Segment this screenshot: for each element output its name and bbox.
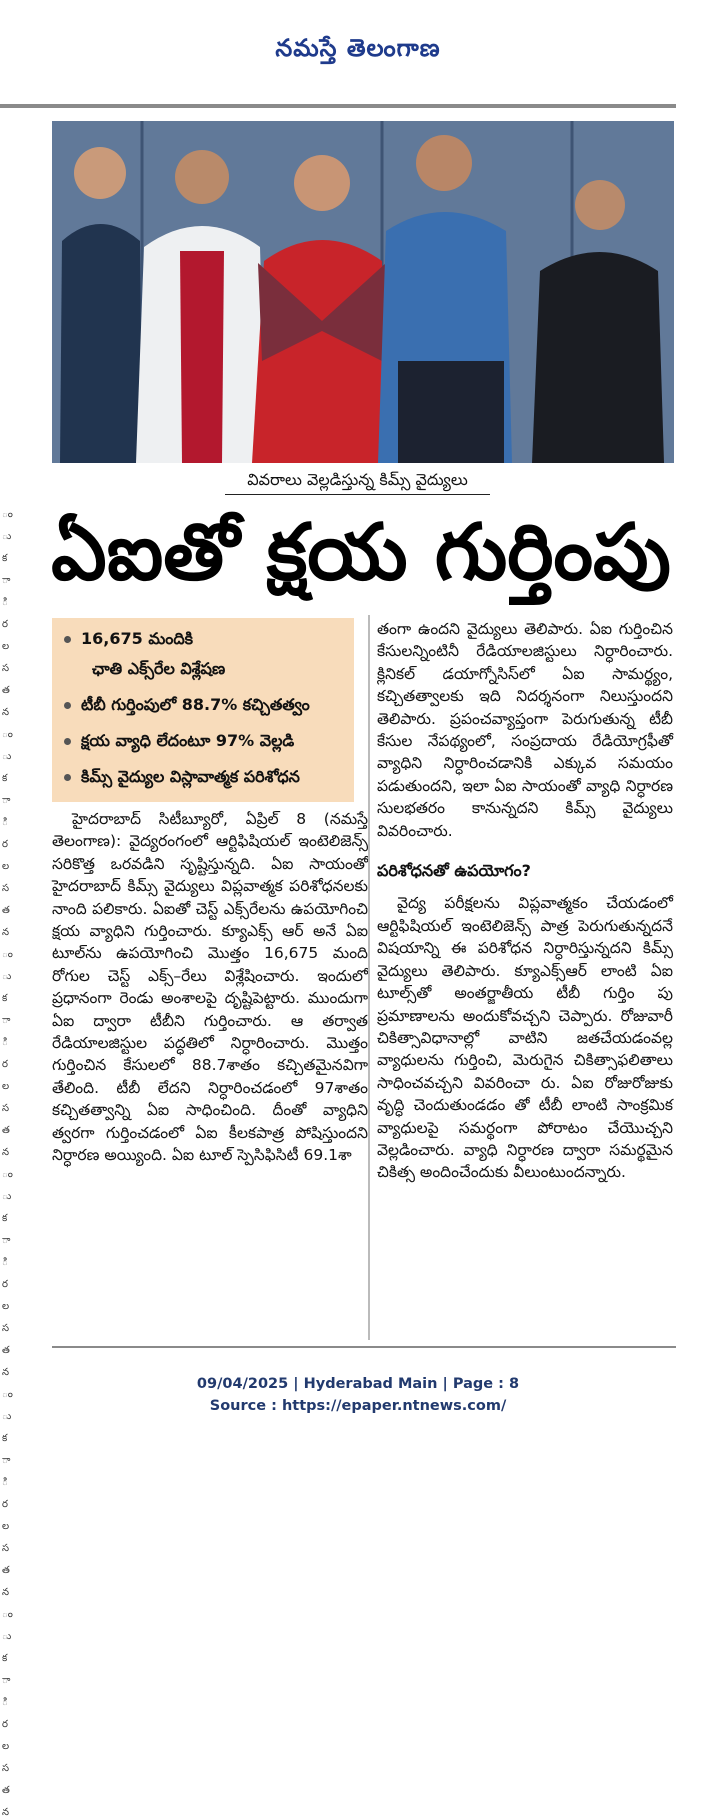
body-text: హైదరాబాద్ సిటీబ్యూరో, ఏప్రిల్ 8 (నమస్తే తెలంగాణ): వైద్యరంగంలో ఆర్టిఫిషియల్ ఇంటెలిజెన్స్ సరికొత్త ఒరవడిని సృష్టిస్తున్నది. ఏఐ సాయంతో హైదరాబాద్ కిమ్స్ వైద్యులు విప్లవాత్మక పరిశోధనలకు నాంది పలికారు. ఏఐతో చెస్ట్ ఎక్స్‌రేలను ఉపయోగించి క్షయ వ్యాధిని గుర్తించారు. క్యూఎక్స్ ఆర్ అనే ఏఐ టూల్‌ను ఉపయోగించి మొత్తం 16,675 మంది రోగుల చెస్ట్ ఎక్స్–రేలు విశ్లేషించారు. ఇందులో ప్రధానంగా రెండు అంశాలపై దృష్టిపెట్టారు. ముందుగా ఏఐ ద్వారా టీబీని గుర్తించారు. ఆ తర్వాత రేడియాలజిస్టుల పద్ధతిలో నిర్ధారించారు. మొత్తం గుర్తించిన కేసులలో 88.7శాతం కచ్చితమైనవిగా తేలింది. టీబీ లేదని నిర్ధారించడంలో 97శాతం కచ్చితత్వాన్ని ఏఐ సాధించింది. దీంతో వ్యాధిని త్వరగా గుర్తించడంలో ఏఐ కీలకపాత్ర పోషిస్తుందని నిర్ధారణ అయ్యింది. ఏఐ టూల్ స్పెసిఫిసిటీ 69.1శా — [52, 810, 368, 1165]
highlight-item: టీబీ గుర్తింపులో 88.7% కచ్చితత్వం — [64, 694, 348, 716]
fragment-glyph: ర — [2, 1279, 8, 1290]
fragment-glyph: ా — [2, 1015, 11, 1026]
fragment-glyph: న — [2, 1147, 10, 1158]
fragment-glyph: త — [2, 1345, 10, 1356]
fragment-glyph: ర — [2, 839, 8, 850]
fragment-glyph: క — [2, 773, 8, 784]
fragment-glyph: ు — [2, 1191, 12, 1202]
fragment-glyph: ర — [2, 1719, 8, 1730]
fragment-glyph: న — [2, 1367, 10, 1378]
bullet-icon — [64, 774, 71, 781]
column-divider — [368, 615, 370, 1340]
fragment-glyph: ం — [2, 509, 13, 520]
highlight-item: 16,675 మందికి — [64, 628, 348, 650]
fragment-glyph: ి — [2, 1257, 8, 1268]
fragment-glyph: ం — [2, 1609, 13, 1620]
bullet-icon — [64, 702, 71, 709]
highlight-item: ఛాతి ఎక్స్‌రేల విశ్లేషణ — [92, 659, 226, 678]
newspaper-logo: నమస్తే తెలంగాణ — [275, 34, 441, 62]
fragment-glyph: ి — [2, 817, 8, 828]
fragment-glyph: ి — [2, 597, 8, 608]
fragment-glyph: త — [2, 685, 10, 696]
fragment-glyph: న — [2, 927, 10, 938]
fragment-glyph: త — [2, 1565, 10, 1576]
fragment-glyph: స — [2, 1323, 10, 1334]
fragment-glyph: ల — [2, 1081, 10, 1092]
adjacent-column-fragment — [0, 108, 13, 1818]
fragment-glyph: త — [2, 1785, 10, 1796]
fragment-glyph: ల — [2, 1521, 10, 1532]
fragment-glyph: న — [2, 1587, 10, 1598]
fragment-glyph: క — [2, 553, 8, 564]
fragment-glyph: ర — [2, 619, 8, 630]
fragment-glyph: ా — [2, 1235, 11, 1246]
fragment-glyph: ా — [2, 795, 11, 806]
fragment-glyph: స — [2, 1763, 10, 1774]
body-text: తంగా ఉందని వైద్యులు తెలిపారు. ఏఐ గుర్తించిన కేసులన్నింటినీ రేడియాలజిస్టులు నిర్ధారించారు. క్లినికల్ డయాగ్నోసిస్‌లో ఏఐ సామర్థ్యం, కచ్చితత్వాలకు ఇది నిదర్శనంగా నిలుస్తుందని తెలిపారు. ప్రపంచవ్యాప్తంగా పెరుగుతున్న టీబీ కేసుల నేపథ్యంలో, సంప్రదాయ రేడియోగ్రఫీతో వ్యాధిని నిర్ధారించడానికి ఎక్కువ సమయం పడుతుందని, ఇలా ఏఐ సాయంతో వ్యాధి నిర్ధారణ సులభతరం కానున్నదని కిమ్స్ వైద్యులు వివరించారు. — [377, 620, 673, 840]
highlight-item: క్షయ వ్యాధి లేదంటూ 97% వెల్లడి — [64, 730, 348, 752]
fragment-glyph: ి — [2, 1697, 8, 1708]
fragment-glyph: ర — [2, 1059, 8, 1070]
fragment-glyph: న — [2, 707, 10, 718]
headline: ఏఐతో క్షయ గుర్తింపు — [51, 508, 671, 598]
fragment-glyph: త — [2, 905, 10, 916]
photo-illustration — [52, 121, 674, 463]
fragment-glyph: ు — [2, 1631, 12, 1642]
fragment-glyph: ల — [2, 641, 10, 652]
top-divider — [0, 104, 676, 108]
fragment-glyph: ల — [2, 1301, 10, 1312]
fragment-glyph: ి — [2, 1037, 8, 1048]
fragment-glyph: ా — [2, 1455, 11, 1466]
fragment-glyph: స — [2, 1103, 10, 1114]
subheading: పరిశోధనతో ఉపయోగం? — [377, 861, 531, 881]
fragment-glyph: ు — [2, 1411, 12, 1422]
fragment-glyph: ా — [2, 575, 11, 586]
body-text: వైద్య పరీక్షలను విప్లవాత్మకం చేయడంలో ఆర్టిఫిషియల్ ఇంటెలిజెన్స్ పాత్ర పెరుగుతున్నదనే విషయాన్ని ఈ పరిశోధన నిర్ధారిస్తున్నదని కిమ్స్ వైద్యులు తెలిపారు. క్యూఎక్స్‌ఆర్ లాంటి ఏఐ టూల్స్‌తో అంతర్జాతీయ టీబీ గుర్తిం పు ప్రమాణాలను అందుకోవచ్చని చెప్పారు. రోజువారీ చికిత్సావిధానాల్లో వాటిని జతచేయడంవల్ల వ్యాధులను గుర్తించి, మెరుగైన చికిత్సాఫలితాలు సాధించవచ్చని వివరించా రు. ఏఐ రోజురోజుకు వృద్ధి చెందుతుండడం తో టీబీ లాంటి సాంక్రమిక వ్యాధులపై సమర్థంగా పోరాటం చేయొచ్చని వెల్లడించారు. వ్యాధి నిర్ధారణ ద్వారా సమర్థమైన చికిత్స అందించేందుకు వీలుంటుందన్నారు. — [377, 894, 673, 1182]
fragment-glyph: క — [2, 1213, 8, 1224]
fragment-glyph: త — [2, 1125, 10, 1136]
masthead — [0, 0, 716, 100]
fragment-glyph: స — [2, 663, 10, 674]
fragment-glyph: స — [2, 1543, 10, 1554]
fragment-glyph: ం — [2, 1169, 13, 1180]
fragment-glyph: క — [2, 993, 8, 1004]
fragment-glyph: క — [2, 1653, 8, 1664]
fragment-glyph: ం — [2, 729, 13, 740]
fragment-glyph: ర — [2, 1499, 8, 1510]
highlight-item: కిమ్స్ వైద్యుల విస్లావాత్మక పరిశోధన — [64, 766, 348, 788]
fragment-glyph: ి — [2, 1477, 8, 1488]
fragment-glyph: ు — [2, 531, 12, 542]
article-column-2 — [377, 618, 673, 1334]
fragment-glyph: ా — [2, 1675, 11, 1686]
fragment-glyph: స — [2, 883, 10, 894]
bullet-icon — [64, 636, 71, 643]
source-link[interactable]: Source : https://epaper.ntnews.com/ — [209, 1398, 507, 1414]
edition-info: 09/04/2025 | Hyderabad Main | Page : 8 — [196, 1376, 520, 1392]
fragment-glyph: ం — [2, 1389, 13, 1400]
fragment-glyph: ల — [2, 1741, 10, 1752]
bottom-divider — [52, 1346, 676, 1348]
highlights-box — [52, 618, 354, 802]
article-column-1 — [52, 808, 368, 1340]
fragment-glyph: ల — [2, 861, 10, 872]
fragment-glyph: న — [2, 1807, 10, 1818]
photo-caption: వివరాలు వెల్లడిస్తున్న కిమ్స్ వైద్యులు — [225, 468, 490, 495]
fragment-glyph: క — [2, 1433, 8, 1444]
doctors-photo — [52, 121, 674, 463]
fragment-glyph: ు — [2, 971, 12, 982]
bullet-icon — [64, 738, 71, 745]
fragment-glyph: ు — [2, 751, 12, 762]
fragment-glyph: ం — [2, 949, 13, 960]
